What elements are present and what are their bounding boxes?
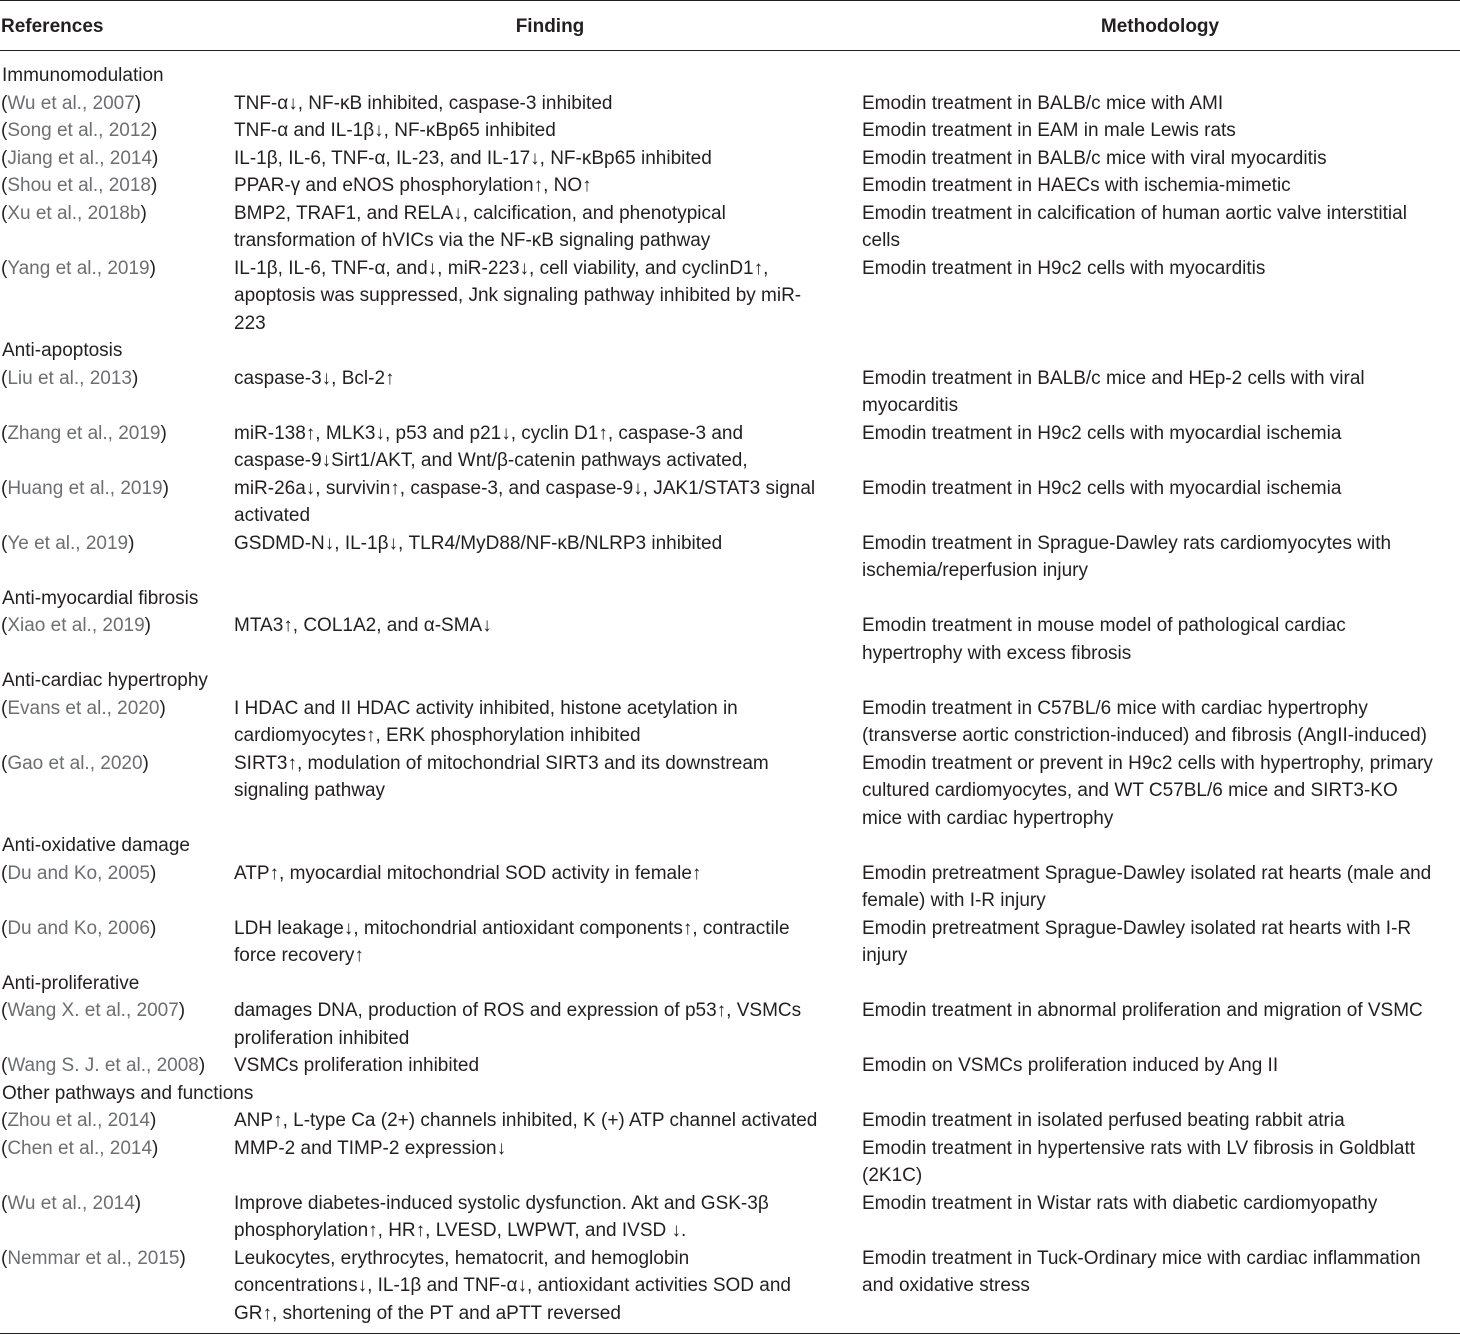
- finding-line: 223: [234, 312, 266, 334]
- methodology-line: myocarditis: [862, 395, 959, 416]
- open-paren: (: [1, 697, 8, 719]
- reference-cell: [1, 860, 229, 888]
- reference-link[interactable]: Liu et al., 2013: [7, 367, 132, 389]
- finding-cell: [234, 695, 842, 750]
- table-row: [0, 1190, 1460, 1245]
- reference-link[interactable]: Evans et al., 2020: [7, 697, 160, 719]
- methodology-line: (2K1C): [862, 1165, 923, 1186]
- finding-line: force recovery↑: [234, 945, 364, 966]
- open-paren: (: [1, 1137, 8, 1159]
- finding-line: damages DNA, production of ROS and expression of p53↑, VSMCs: [234, 1000, 802, 1021]
- finding-line: cardiomyocytes↑, ERK phosphorylation inhibited: [234, 725, 641, 746]
- table-row: [0, 530, 1460, 585]
- open-paren: (: [1, 257, 8, 279]
- methodology-line: Emodin treatment in H9c2 cells with myocardial ischemia: [862, 422, 1342, 444]
- table-header-rule: [0, 50, 1460, 51]
- section-heading: Anti-cardiac hypertrophy: [2, 670, 208, 691]
- finding-line: GR↑, shortening of the PT and aPTT reversed: [234, 1302, 621, 1324]
- close-paren: ): [149, 917, 157, 939]
- reference-link[interactable]: Wu et al., 2007: [7, 92, 135, 114]
- methodology-cell: [862, 695, 1458, 750]
- reference-cell: [1, 1190, 229, 1218]
- finding-line: LDH leakage↓, mitochondrial antioxidant components↑, contractile: [234, 917, 790, 939]
- table-row: [0, 475, 1460, 530]
- open-paren: (: [1, 1055, 8, 1076]
- close-paren: ): [144, 615, 151, 636]
- finding-cell: [234, 530, 842, 558]
- reference-cell: [1, 915, 229, 943]
- reference-cell: [1, 1135, 229, 1163]
- reference-link[interactable]: Shou et al., 2018: [7, 175, 151, 196]
- table-top-rule: [0, 0, 1460, 1]
- finding-line: Improve diabetes-induced systolic dysfunction. Akt and GSK-3β: [234, 1192, 769, 1214]
- methodology-cell: [862, 1107, 1458, 1135]
- table-row: [0, 695, 1460, 750]
- reference-cell: [1, 200, 229, 228]
- methodology-line: and oxidative stress: [862, 1275, 1030, 1296]
- methodology-line: Emodin treatment in EAM in male Lewis rats: [862, 120, 1236, 141]
- reference-link[interactable]: Wang X. et al., 2007: [7, 1000, 179, 1021]
- reference-link[interactable]: Du and Ko, 2006: [7, 917, 150, 939]
- open-paren: (: [1, 1000, 8, 1021]
- table-row: [0, 750, 1460, 833]
- finding-line: SIRT3↑, modulation of mitochondrial SIRT3 and its downstream: [234, 752, 769, 774]
- reference-link[interactable]: Zhang et al., 2019: [7, 422, 161, 444]
- table-row: [0, 1107, 1460, 1135]
- table-row: [0, 200, 1460, 255]
- methodology-cell: [862, 915, 1458, 970]
- finding-cell: [234, 1052, 842, 1080]
- close-paren: ): [151, 175, 158, 196]
- table-row: [0, 1135, 1460, 1190]
- finding-cell: [234, 145, 842, 173]
- reference-cell: [1, 1052, 229, 1080]
- methodology-cell: [862, 1245, 1458, 1300]
- methodology-line: Emodin pretreatment Sprague-Dawley isolated rat hearts with I-R: [862, 917, 1412, 939]
- methodology-cell: [862, 1190, 1458, 1218]
- close-paren: ): [198, 1055, 206, 1076]
- finding-line: ANP↑, L-type Ca (2+) channels inhibited, K (+) ATP channel activated: [234, 1110, 818, 1131]
- finding-cell: [234, 200, 842, 255]
- reference-cell: [1, 145, 229, 173]
- section-heading: Anti-proliferative: [2, 972, 140, 994]
- reference-link[interactable]: Xiao et al., 2019: [7, 615, 145, 636]
- section-heading: Immunomodulation: [2, 65, 164, 86]
- table-row: [0, 915, 1460, 970]
- methodology-line: Emodin treatment in H9c2 cells with myocardial ischemia: [862, 477, 1342, 499]
- methodology-line: injury: [862, 945, 908, 966]
- open-paren: (: [1, 1110, 8, 1131]
- close-paren: ): [134, 92, 142, 114]
- finding-cell: [234, 420, 842, 475]
- finding-line: I HDAC and II HDAC activity inhibited, histone acetylation in: [234, 697, 738, 719]
- methodology-cell: [862, 420, 1458, 448]
- finding-line: IL-1β, IL-6, TNF-α, and↓, miR-223↓, cell viability, and cyclinD1↑,: [234, 257, 769, 279]
- methodology-line: Emodin treatment or prevent in H9c2 cells with hypertrophy, primary: [862, 752, 1433, 774]
- methodology-line: mice with cardiac hypertrophy: [862, 807, 1114, 829]
- reference-link[interactable]: Yang et al., 2019: [7, 257, 150, 279]
- methodology-line: Emodin treatment in Tuck-Ordinary mice with cardiac inflammation: [862, 1247, 1421, 1269]
- reference-cell: [1, 997, 229, 1025]
- open-paren: (: [1, 477, 8, 499]
- close-paren: ): [152, 147, 159, 169]
- close-paren: ): [160, 422, 167, 444]
- open-paren: (: [1, 752, 8, 774]
- reference-cell: [1, 750, 229, 778]
- table-row: [0, 172, 1460, 200]
- open-paren: (: [1, 202, 8, 224]
- methodology-line: Emodin treatment in abnormal proliferation and migration of VSMC: [862, 1000, 1423, 1021]
- reference-cell: [1, 530, 229, 558]
- table-row: [0, 145, 1460, 173]
- reference-link[interactable]: Jiang et al., 2014: [7, 147, 153, 169]
- open-paren: (: [1, 175, 8, 196]
- finding-line: phosphorylation↑, HR↑, LVESD, LWPWT, and IVSD ↓.: [234, 1220, 687, 1241]
- table-row: [0, 420, 1460, 475]
- finding-cell: [234, 255, 842, 338]
- finding-cell: [234, 612, 842, 640]
- reference-cell: [1, 420, 229, 448]
- methodology-line: Emodin treatment in C57BL/6 mice with cardiac hypertrophy: [862, 697, 1368, 719]
- close-paren: ): [179, 1247, 186, 1269]
- finding-cell: [234, 1245, 842, 1328]
- methodology-cell: [862, 1052, 1458, 1080]
- finding-cell: [234, 475, 842, 530]
- finding-line: ATP↑, myocardial mitochondrial SOD activity in female↑: [234, 862, 702, 884]
- methodology-line: Emodin treatment in hypertensive rats with LV fibrosis in Goldblatt: [862, 1137, 1416, 1159]
- finding-line: signaling pathway: [234, 780, 386, 801]
- finding-line: MMP-2 and TIMP-2 expression↓: [234, 1137, 507, 1159]
- reference-cell: [1, 475, 229, 503]
- open-paren: (: [1, 147, 8, 169]
- table-row: [0, 90, 1460, 118]
- finding-line: Leukocytes, erythrocytes, hematocrit, and hemoglobin: [234, 1247, 690, 1269]
- table-row: [0, 365, 1460, 420]
- methodology-line: Emodin treatment in BALB/c mice and HEp-2 cells with viral: [862, 367, 1365, 389]
- finding-line: concentrations↓, IL-1β and TNF-α↓, antioxidant activities SOD and: [234, 1275, 791, 1296]
- reference-link[interactable]: Huang et al., 2019: [7, 477, 163, 499]
- close-paren: ): [131, 367, 139, 389]
- finding-cell: [234, 915, 842, 970]
- methodology-line: ischemia/reperfusion injury: [862, 560, 1088, 581]
- reference-cell: [1, 695, 229, 723]
- close-paren: ): [149, 862, 157, 884]
- finding-line: MTA3↑, COL1A2, and α-SMA↓: [234, 615, 492, 636]
- table-row: [0, 1052, 1460, 1080]
- close-paren: ): [159, 697, 166, 719]
- methodology-cell: [862, 997, 1458, 1025]
- close-paren: ): [149, 1110, 157, 1131]
- reference-cell: [1, 1107, 229, 1135]
- finding-line: proliferation inhibited: [234, 1027, 410, 1049]
- finding-line: transformation of hVICs via the NF-κB signaling pathway: [234, 230, 711, 251]
- finding-cell: [234, 1107, 842, 1135]
- finding-cell: [234, 365, 842, 393]
- methodology-cell: [862, 200, 1458, 255]
- header-methodology: Methodology: [1100, 16, 1220, 37]
- finding-line: caspase-9↓Sirt1/AKT, and Wnt/β-catenin pathways activated,: [234, 450, 748, 471]
- section-heading: Other pathways and functions: [2, 1082, 254, 1104]
- section-heading: Anti-myocardial fibrosis: [2, 587, 199, 609]
- close-paren: ): [162, 477, 169, 499]
- open-paren: (: [1, 1192, 8, 1214]
- open-paren: (: [1, 532, 8, 554]
- table-bottom-rule: [0, 1333, 1460, 1334]
- close-paren: ): [128, 532, 135, 554]
- finding-cell: [234, 1135, 842, 1163]
- methodology-line: Emodin treatment in calcification of human aortic valve interstitial: [862, 202, 1407, 224]
- methodology-line: Emodin treatment in HAECs with ischemia-mimetic: [862, 175, 1291, 196]
- reference-link[interactable]: Wang S. J. et al., 2008: [7, 1055, 199, 1076]
- finding-line: apoptosis was suppressed, Jnk signaling pathway inhibited by miR-: [234, 285, 802, 306]
- reference-link[interactable]: Ye et al., 2019: [7, 532, 129, 554]
- table-row: [0, 612, 1460, 667]
- methodology-line: cultured cardiomyocytes, and WT C57BL/6 mice and SIRT3-KO: [862, 780, 1398, 801]
- close-paren: ): [140, 202, 147, 224]
- finding-line: TNF-α↓, NF-κB inhibited, caspase-3 inhibited: [234, 92, 613, 114]
- finding-cell: [234, 172, 842, 200]
- methodology-cell: [862, 145, 1458, 173]
- methodology-line: female) with I-R injury: [862, 890, 1046, 911]
- finding-line: BMP2, TRAF1, and RELA↓, calcification, and phenotypical: [234, 202, 726, 224]
- finding-line: PPAR-γ and eNOS phosphorylation↑, NO↑: [234, 175, 592, 196]
- methodology-cell: [862, 612, 1458, 667]
- methodology-line: Emodin on VSMCs proliferation induced by Ang II: [862, 1055, 1279, 1076]
- reference-cell: [1, 365, 229, 393]
- reference-link[interactable]: Wu et al., 2014: [7, 1192, 135, 1214]
- methodology-cell: [862, 255, 1458, 283]
- reference-link[interactable]: Zhou et al., 2014: [7, 1110, 150, 1131]
- methodology-line: cells: [862, 230, 901, 251]
- finding-line: TNF-α and IL-1β↓, NF-κBp65 inhibited: [234, 120, 556, 141]
- finding-line: IL-1β, IL-6, TNF-α, IL-23, and IL-17↓, NF-κBp65 inhibited: [234, 147, 712, 169]
- open-paren: (: [1, 367, 8, 389]
- close-paren: ): [142, 752, 149, 774]
- table-row: [0, 1245, 1460, 1328]
- finding-line: caspase-3↓, Bcl-2↑: [234, 367, 395, 389]
- reference-cell: [1, 1245, 229, 1273]
- section-heading: Anti-apoptosis: [2, 340, 123, 361]
- methodology-line: hypertrophy with excess fibrosis: [862, 642, 1132, 664]
- reference-cell: [1, 90, 229, 118]
- methodology-line: Emodin treatment in Wistar rats with diabetic cardiomyopathy: [862, 1192, 1378, 1214]
- finding-cell: [234, 117, 842, 145]
- open-paren: (: [1, 120, 8, 141]
- reference-cell: [1, 255, 229, 283]
- finding-line: activated: [234, 505, 311, 526]
- table-row: [0, 860, 1460, 915]
- table-body: [0, 62, 1460, 1327]
- close-paren: ): [134, 1192, 142, 1214]
- close-paren: ): [178, 1000, 186, 1021]
- methodology-line: Emodin treatment in mouse model of pathological cardiac: [862, 615, 1346, 636]
- table-row: [0, 255, 1460, 338]
- methodology-line: Emodin treatment in Sprague-Dawley rats cardiomyocytes with: [862, 532, 1392, 554]
- methodology-line: Emodin treatment in BALB/c mice with AMI: [862, 92, 1224, 114]
- open-paren: (: [1, 615, 8, 636]
- finding-cell: [234, 1190, 842, 1245]
- methodology-line: Emodin treatment in H9c2 cells with myocarditis: [862, 257, 1266, 279]
- methodology-cell: [862, 475, 1458, 503]
- table-row: [0, 117, 1460, 145]
- reference-link[interactable]: Nemmar et al., 2015: [7, 1247, 180, 1269]
- methodology-line: Emodin pretreatment Sprague-Dawley isolated rat hearts (male and: [862, 862, 1432, 884]
- open-paren: (: [1, 917, 8, 939]
- finding-cell: [234, 90, 842, 118]
- methodology-cell: [862, 530, 1458, 585]
- finding-line: miR-138↑, MLK3↓, p53 and p21↓, cyclin D1↑, caspase-3 and: [234, 422, 744, 444]
- methodology-cell: [862, 1135, 1458, 1190]
- methodology-line: Emodin treatment in BALB/c mice with viral myocarditis: [862, 147, 1327, 169]
- open-paren: (: [1, 862, 8, 884]
- reference-link[interactable]: Song et al., 2012: [7, 120, 151, 141]
- open-paren: (: [1, 422, 8, 444]
- close-paren: ): [149, 257, 156, 279]
- reference-cell: [1, 172, 229, 200]
- reference-cell: [1, 117, 229, 145]
- finding-line: GSDMD-N↓, IL-1β↓, TLR4/MyD88/NF-κB/NLRP3 inhibited: [234, 532, 723, 554]
- reference-cell: [1, 612, 229, 640]
- methodology-cell: [862, 860, 1458, 915]
- header-finding: Finding: [515, 16, 585, 37]
- methodology-cell: [862, 365, 1458, 420]
- header-references: References: [1, 16, 104, 37]
- close-paren: ): [152, 1137, 159, 1159]
- reference-link[interactable]: Chen et al., 2014: [7, 1137, 153, 1159]
- section-heading: Anti-oxidative damage: [2, 835, 190, 856]
- finding-line: VSMCs proliferation inhibited: [234, 1055, 480, 1076]
- finding-cell: [234, 997, 842, 1052]
- methodology-cell: [862, 90, 1458, 118]
- methodology-cell: [862, 750, 1458, 833]
- methodology-line: (transverse aortic constriction-induced) and fibrosis (AngII-induced): [862, 725, 1427, 746]
- finding-cell: [234, 860, 842, 888]
- close-paren: ): [151, 120, 158, 141]
- finding-cell: [234, 750, 842, 805]
- finding-line: miR-26a↓, survivin↑, caspase-3, and caspase-9↓, JAK1/STAT3 signal: [234, 477, 816, 499]
- open-paren: (: [1, 92, 8, 114]
- reference-link[interactable]: Xu et al., 2018b: [7, 202, 141, 224]
- open-paren: (: [1, 1247, 8, 1269]
- reference-link[interactable]: Du and Ko, 2005: [7, 862, 150, 884]
- methodology-line: Emodin treatment in isolated perfused beating rabbit atria: [862, 1110, 1345, 1131]
- reference-link[interactable]: Gao et al., 2020: [7, 752, 143, 774]
- methodology-cell: [862, 172, 1458, 200]
- methodology-cell: [862, 117, 1458, 145]
- table-row: [0, 997, 1460, 1052]
